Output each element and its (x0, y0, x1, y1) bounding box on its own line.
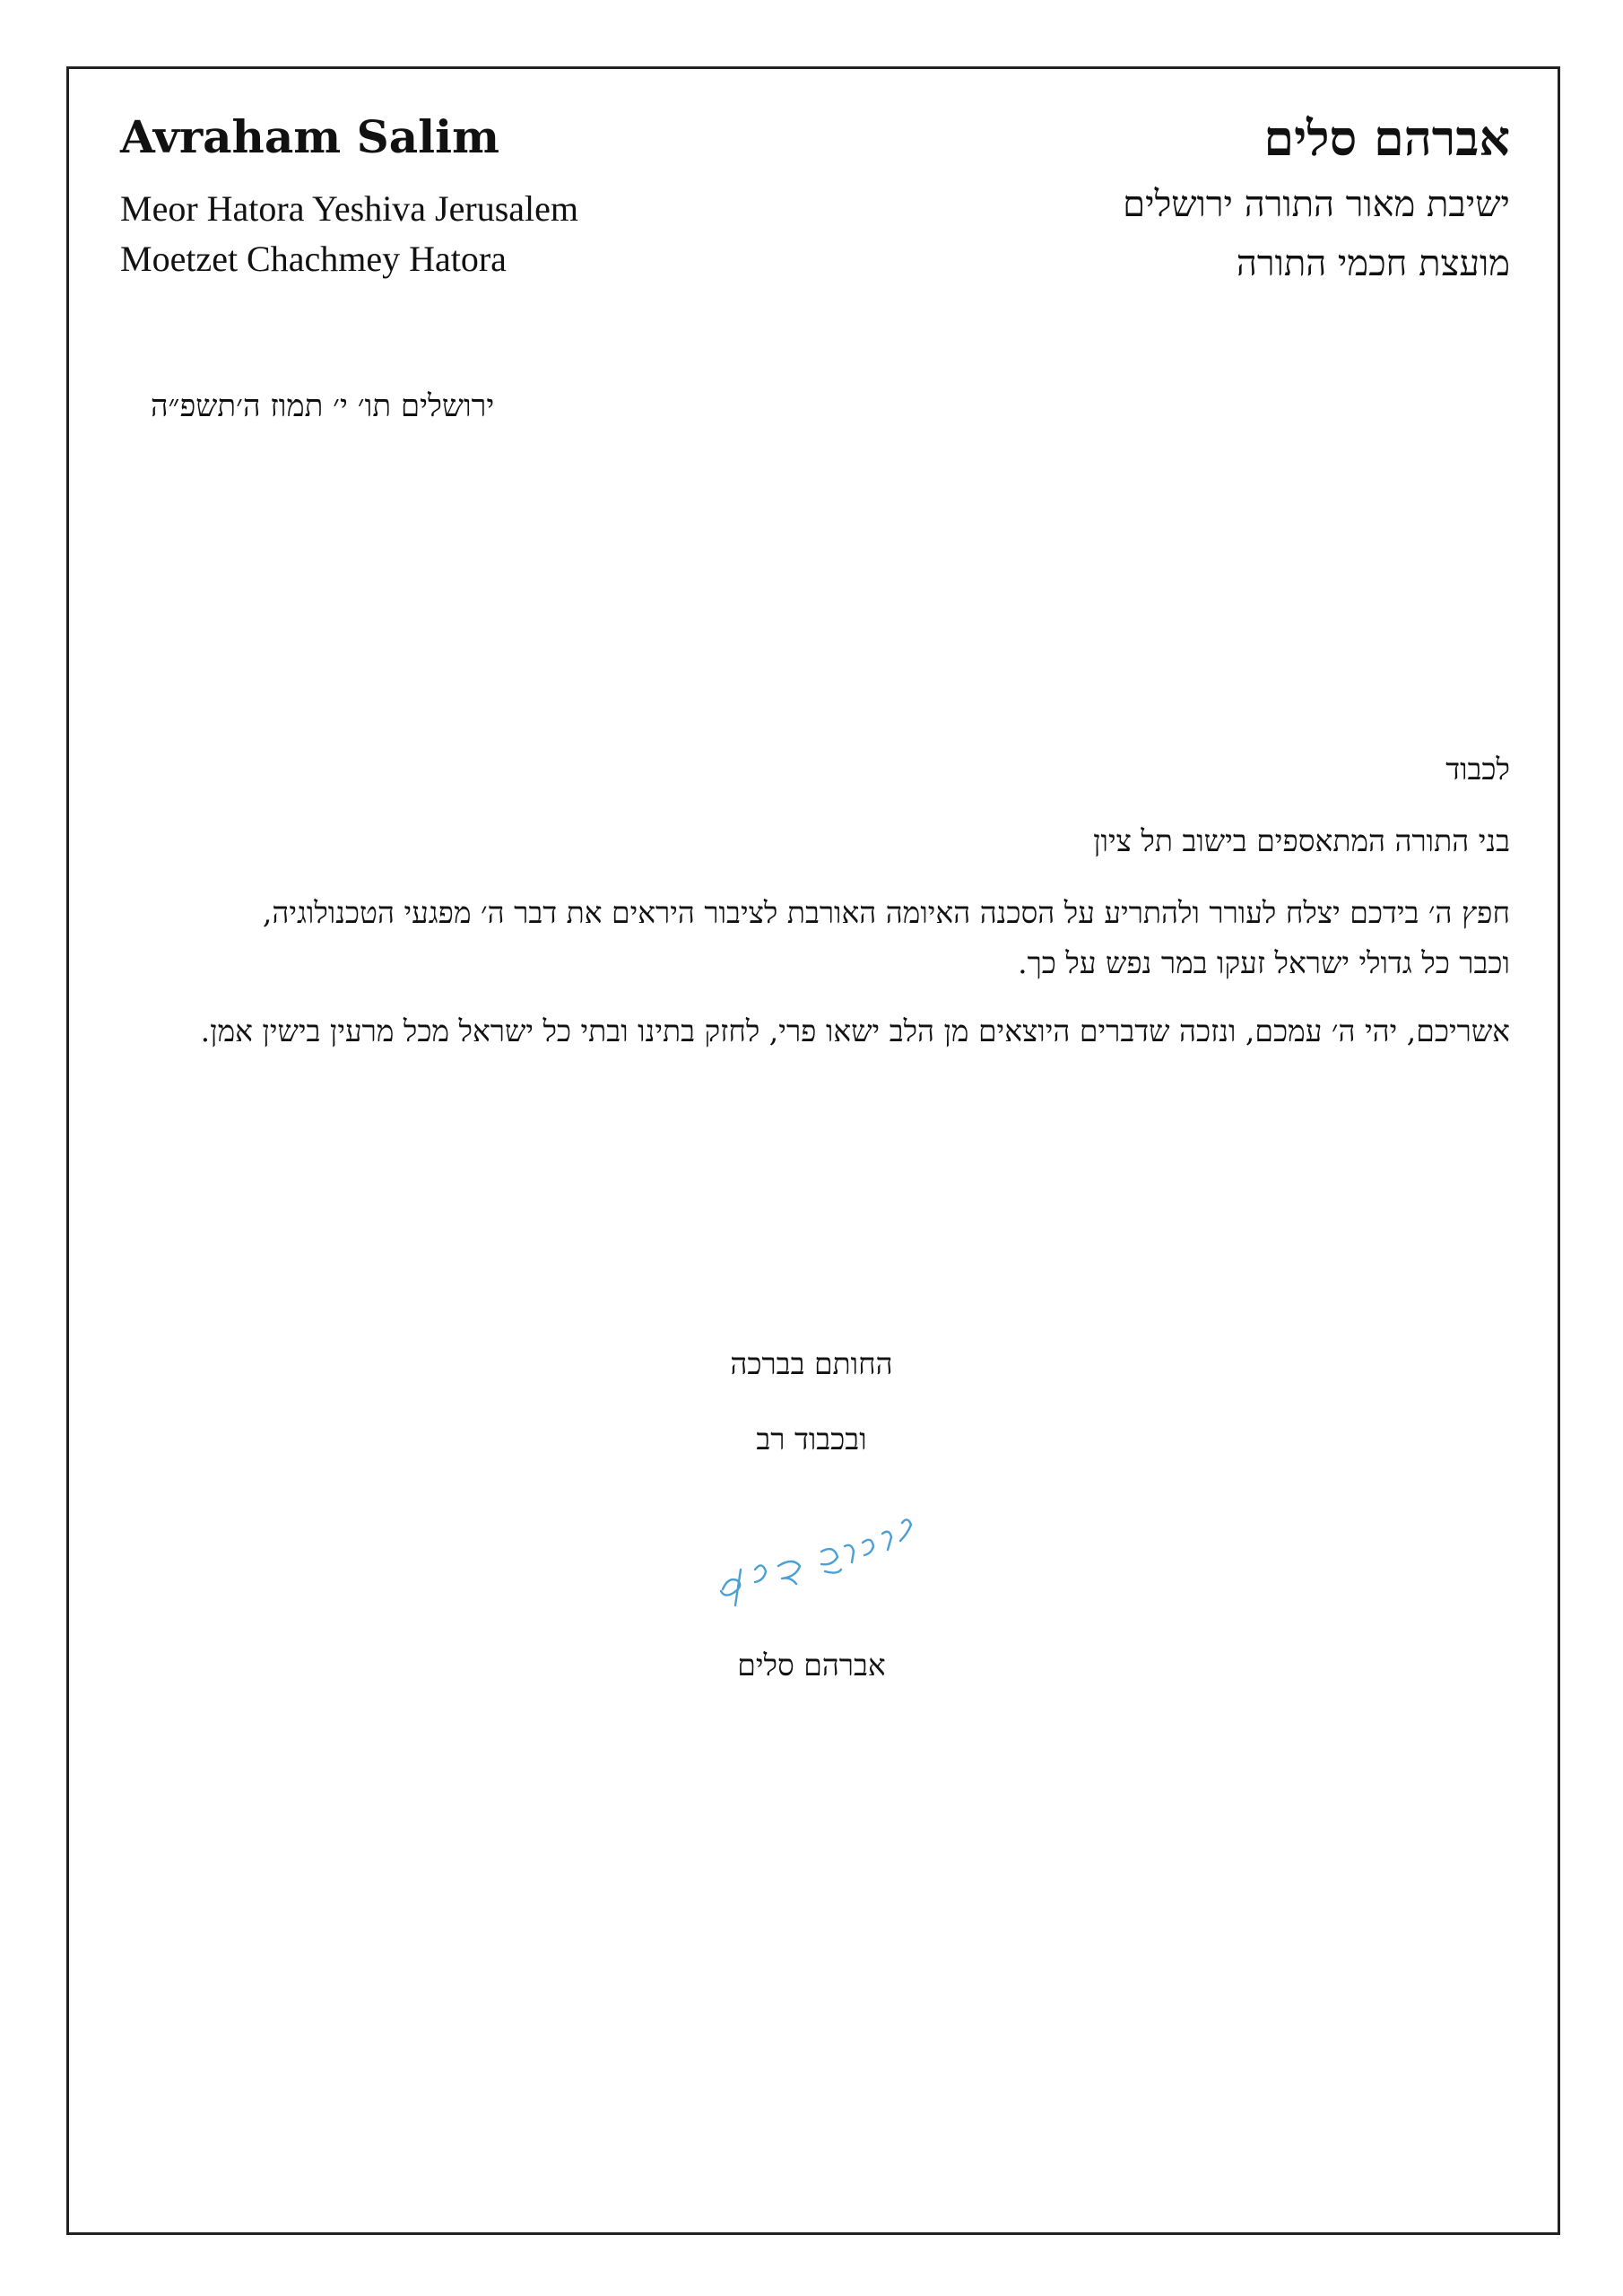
letterhead-name-en: Avraham Salim (120, 110, 500, 163)
body-paragraph-2: אשריכם, יהי ה׳ עמכם, ונזכה שדברים היוצאים מן הלב ישאו פרי, לחזק בתינו ובתי כל ישראל מכל מרעין בישין אמן. (200, 1013, 1510, 1048)
handwritten-signature (690, 1507, 933, 1614)
letterhead-institution-en: Meor Hatora Yeshiva Jerusalem (120, 188, 578, 229)
letterhead-name-he: אברהם סלים (1263, 109, 1510, 167)
letterhead-council-en: Moetzet Chachmey Hatora (120, 239, 507, 279)
date-line: ירושלים תו׳ י׳ תמוז ה׳תשפ״ה (151, 388, 495, 424)
letterhead-council-he: מועצת חכמי התורה (1236, 243, 1510, 284)
letterhead-institution-he: ישיבת מאור התורה ירושלים (1123, 184, 1510, 225)
greeting: לכבוד (1445, 752, 1510, 787)
closing-line-1: החותם בברכה (730, 1346, 893, 1381)
body-paragraph-1: חפץ ה׳ בידכם יצלח לעורר ולהתריע על הסכנה האיומה האורבת לציבור היראים את דבר ה׳ מפגעי הטכנולוגיה, וכבר כל גדולי ישראל זעקו במר נפש על כך. (262, 895, 1510, 980)
recipient: בני התורה המתאספים בישוב תל ציון (1093, 823, 1510, 858)
signer-name: אברהם סלים (737, 1648, 886, 1683)
closing-line-2: ובכבוד רב (756, 1422, 867, 1457)
